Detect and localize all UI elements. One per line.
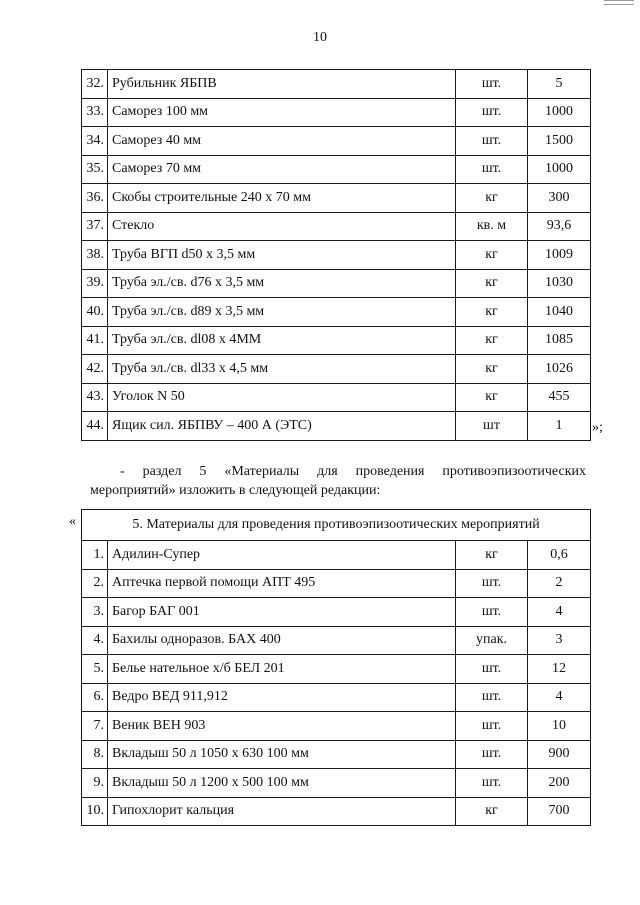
item-name: Саморез 40 мм <box>108 127 456 156</box>
item-quantity: 93,6 <box>528 212 591 241</box>
item-quantity: 900 <box>528 740 591 769</box>
table-row <box>82 184 591 213</box>
item-name: Уголок N 50 <box>108 383 456 412</box>
item-number: 37. <box>82 212 108 241</box>
table-row <box>82 541 591 570</box>
table-row <box>82 655 591 684</box>
item-quantity: 1500 <box>528 127 591 156</box>
item-quantity: 700 <box>528 797 591 826</box>
table-row <box>82 241 591 270</box>
page-number: 10 <box>313 30 327 45</box>
item-number: 8. <box>82 740 108 769</box>
table-row <box>82 326 591 355</box>
item-unit: шт. <box>456 155 528 184</box>
item-unit: упак. <box>456 626 528 655</box>
item-quantity: 1040 <box>528 298 591 327</box>
item-number: 36. <box>82 184 108 213</box>
item-quantity: 5 <box>528 70 591 99</box>
item-name: Вкладыш 50 л 1200 х 500 100 мм <box>108 769 456 798</box>
item-quantity: 1000 <box>528 98 591 127</box>
item-unit: шт. <box>456 712 528 741</box>
item-quantity: 1009 <box>528 241 591 270</box>
opening-quote-mark: « <box>69 514 76 529</box>
materials-table-1-body <box>82 70 591 441</box>
item-name: Труба эл./св. dl08 х 4ММ <box>108 326 456 355</box>
item-quantity: 4 <box>528 683 591 712</box>
item-unit: кг <box>456 541 528 570</box>
table-row <box>82 626 591 655</box>
item-quantity: 1085 <box>528 326 591 355</box>
item-name: Труба эл./св. d89 х 3,5 мм <box>108 298 456 327</box>
table-row <box>82 797 591 826</box>
item-number: 34. <box>82 127 108 156</box>
item-unit: кг <box>456 269 528 298</box>
item-unit: шт. <box>456 683 528 712</box>
table-row <box>82 712 591 741</box>
materials-table-5 <box>81 509 591 826</box>
item-number: 1. <box>82 541 108 570</box>
table-row <box>82 212 591 241</box>
item-name: Вкладыш 50 л 1050 х 630 100 мм <box>108 740 456 769</box>
item-unit: кг <box>456 326 528 355</box>
item-number: 4. <box>82 626 108 655</box>
table-row <box>82 127 591 156</box>
item-name: Адилин-Супер <box>108 541 456 570</box>
item-unit: кв. м <box>456 212 528 241</box>
item-unit: шт <box>456 412 528 441</box>
item-unit: шт. <box>456 98 528 127</box>
item-unit: шт. <box>456 70 528 99</box>
item-quantity: 1026 <box>528 355 591 384</box>
item-unit: кг <box>456 241 528 270</box>
table-row <box>82 769 591 798</box>
table-row <box>82 683 591 712</box>
item-number: 7. <box>82 712 108 741</box>
item-unit: шт. <box>456 127 528 156</box>
item-name: Рубильник ЯБПВ <box>108 70 456 99</box>
item-name: Аптечка первой помощи АПТ 495 <box>108 569 456 598</box>
item-number: 40. <box>82 298 108 327</box>
item-number: 41. <box>82 326 108 355</box>
item-number: 43. <box>82 383 108 412</box>
item-name: Труба эл./св. dl33 х 4,5 мм <box>108 355 456 384</box>
item-number: 39. <box>82 269 108 298</box>
table-row <box>82 383 591 412</box>
item-unit: кг <box>456 355 528 384</box>
materials-table-5-body <box>82 541 591 826</box>
item-name: Скобы строительные 240 х 70 мм <box>108 184 456 213</box>
closing-quote-mark: »; <box>592 420 603 435</box>
table-row <box>82 269 591 298</box>
instruction-line-1: - раздел 5 «Материалы для проведения противоэпизоотических <box>120 464 586 479</box>
table-row <box>82 70 591 99</box>
item-name: Веник ВЕН 903 <box>108 712 456 741</box>
item-unit: шт. <box>456 569 528 598</box>
item-quantity: 12 <box>528 655 591 684</box>
item-number: 5. <box>82 655 108 684</box>
item-number: 33. <box>82 98 108 127</box>
item-unit: шт. <box>456 598 528 627</box>
item-quantity: 1030 <box>528 269 591 298</box>
table-row <box>82 569 591 598</box>
table-row <box>82 355 591 384</box>
scan-corner-mark <box>604 0 634 5</box>
item-unit: кг <box>456 298 528 327</box>
item-number: 9. <box>82 769 108 798</box>
item-name: Труба ВГП d50 х 3,5 мм <box>108 241 456 270</box>
item-number: 38. <box>82 241 108 270</box>
instruction-line-2: мероприятий» изложить в следующей редакции: <box>90 483 381 498</box>
materials-table-1 <box>81 69 591 441</box>
item-unit: шт. <box>456 769 528 798</box>
item-quantity: 1000 <box>528 155 591 184</box>
item-name: Бахилы одноразов. БАХ 400 <box>108 626 456 655</box>
table-row <box>82 298 591 327</box>
section-header: 5. Материалы для проведения противоэпизоотических мероприятий <box>82 510 591 541</box>
item-name: Белье нательное х/б БЕЛ 201 <box>108 655 456 684</box>
item-name: Саморез 100 мм <box>108 98 456 127</box>
item-number: 32. <box>82 70 108 99</box>
item-quantity: 2 <box>528 569 591 598</box>
item-name: Саморез 70 мм <box>108 155 456 184</box>
item-unit: кг <box>456 797 528 826</box>
item-name: Труба эл./св. d76 х 3,5 мм <box>108 269 456 298</box>
item-number: 6. <box>82 683 108 712</box>
item-name: Багор БАГ 001 <box>108 598 456 627</box>
item-quantity: 10 <box>528 712 591 741</box>
item-unit: шт. <box>456 655 528 684</box>
table-row <box>82 412 591 441</box>
table-row <box>82 740 591 769</box>
item-number: 35. <box>82 155 108 184</box>
item-unit: кг <box>456 184 528 213</box>
section-header-row <box>82 510 591 541</box>
table-row <box>82 598 591 627</box>
item-name: Стекло <box>108 212 456 241</box>
item-quantity: 455 <box>528 383 591 412</box>
item-number: 10. <box>82 797 108 826</box>
item-quantity: 1 <box>528 412 591 441</box>
table-row <box>82 98 591 127</box>
item-quantity: 0,6 <box>528 541 591 570</box>
item-quantity: 300 <box>528 184 591 213</box>
table-row <box>82 155 591 184</box>
item-number: 44. <box>82 412 108 441</box>
item-number: 2. <box>82 569 108 598</box>
item-unit: кг <box>456 383 528 412</box>
item-number: 3. <box>82 598 108 627</box>
item-name: Ведро ВЕД 911,912 <box>108 683 456 712</box>
item-quantity: 200 <box>528 769 591 798</box>
item-name: Ящик сил. ЯБПВУ – 400 А (ЭТС) <box>108 412 456 441</box>
item-quantity: 4 <box>528 598 591 627</box>
item-name: Гипохлорит кальция <box>108 797 456 826</box>
item-number: 42. <box>82 355 108 384</box>
item-quantity: 3 <box>528 626 591 655</box>
item-unit: шт. <box>456 740 528 769</box>
